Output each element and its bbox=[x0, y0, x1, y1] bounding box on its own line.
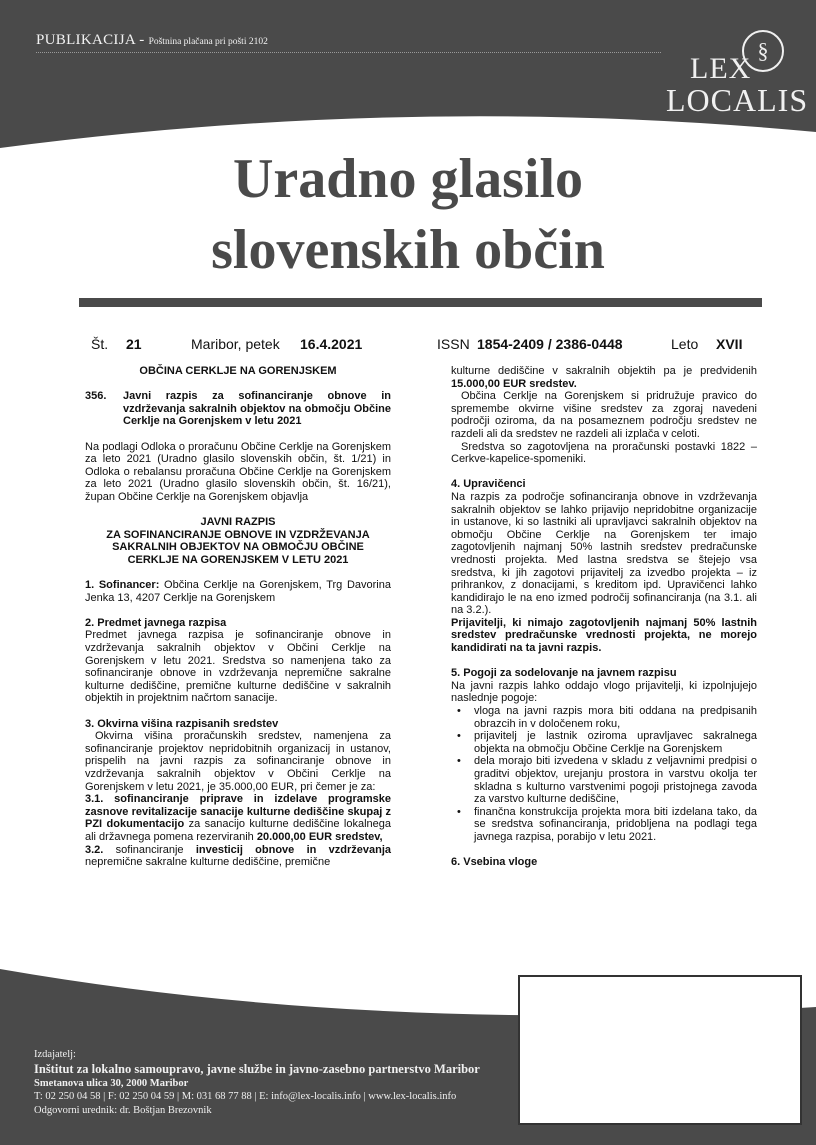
publication-label bbox=[36, 32, 268, 49]
call-heading-line3: SAKRALNIH OBJEKTOV NA OBMOČJU OBČINE bbox=[112, 541, 364, 554]
document-title-text: Javni razpis za sofinanciranje obnove in vzdrževanja sakralnih objektov na območju Občine Cerklje na Gorenjskem v letu 2021 bbox=[123, 390, 391, 428]
header-dotted-divider bbox=[36, 52, 661, 53]
section-3-2-text: sofinanciranje bbox=[103, 843, 196, 856]
section-5-intro: Na javni razpis lahko oddajo vlogo prijavitelji, ki izpolnjujejo naslednje pogoje: bbox=[451, 679, 757, 705]
section-3-continued-amount: 15.000,00 EUR sredstev. bbox=[451, 377, 577, 390]
logo-text-localis: LOCALIS bbox=[666, 82, 809, 118]
lex-localis-logo bbox=[660, 30, 809, 120]
footer-info bbox=[34, 1048, 480, 1117]
conditions-list bbox=[451, 705, 757, 844]
page-title-line2: slovenskih občin bbox=[211, 219, 605, 281]
right-column bbox=[451, 365, 757, 869]
section-3-1-bold: 3.1. sofinanciranje priprave in izdelave programske zasnove revitalizacije sanacije kulturne dediščine skupaj z PZI dokumentacijo bbox=[85, 793, 391, 831]
year-label: Leto bbox=[671, 336, 699, 352]
paragraph-sign-icon: § bbox=[742, 30, 784, 72]
section-2-text: Predmet javnega razpisa je sofinanciranje obnove in vzdrževanja sakralnih objektov v Občini Cerklje na Gorenjskem v letu 2021. Sredstva so namenjena tako za sofinanciranje obnove in vzdrževanja nepremične sakralne kulturne dediščine, premične kulturne dediščine v sakralnih objektih in projektnim načrtom sanacije. bbox=[85, 629, 391, 705]
section-3-continued bbox=[451, 365, 757, 390]
issn-number: 1854-2409 / 2386-0448 bbox=[477, 336, 623, 352]
section-4-text: Na razpis za področje sofinanciranja obnove in vzdrževanja sakralnih objektov se lahko prijavijo nepridobitne organizacije in ustanove, ki so lastniki ali upravljavci sakralnih objektov na območju Občine Cerklje na Gorenjskem ter imajo zagotovljenih najmanj 50% lastnih sredstev predračunske vrednosti projekta. Med lastna sredstva se štejejo vsa sredstva, ki jih zagotovi prijavitelj za izvedbo projekta – iz prihrankov, z donacijami, s kreditom ipd. Upravičenci lahko kandidirajo le na eno izmed področij sofinanciranja (na 3.1. ali na 3.2.). bbox=[451, 490, 757, 617]
section-6-title: 6. Vsebina vloge bbox=[451, 856, 538, 869]
list-item: • prijavitelj je lastnik oziroma upravljavec sakralnega objekta na območju Občine Cerklje na Gorenjskem bbox=[451, 730, 757, 755]
publisher-label: Izdajatelj: bbox=[34, 1049, 76, 1060]
section-4-bold-note: Prijavitelji, ki nimajo zagotovljenih najmanj 50% lastnih sredstev predračunske vrednosti projekta, ne morejo kandidirati na ta javni razpis. bbox=[451, 616, 757, 655]
call-heading-line4: CERKLJE NA GORENJSKEM V LETU 2021 bbox=[127, 553, 349, 566]
stamp-box bbox=[518, 975, 802, 1125]
issue-number-label: Št. bbox=[91, 336, 109, 352]
section-3-title: 3. Okvirna višina razpisanih sredstev bbox=[85, 717, 279, 730]
issue-number: 21 bbox=[126, 336, 142, 352]
section-3-1-text: za sanacijo kulturne dediščine lokalnega ali državnega pomena rezerviranih bbox=[85, 818, 391, 843]
section-3-continued-text: kulturne dediščine v sakralnih objektih pa je predvidenih bbox=[451, 365, 757, 377]
list-item: • finančna konstrukcija projekta mora biti izdelana tako, da se sredstva sofinanciranja, pridobljena na podlagi tega javnega razpisa, porabijo v letu 2021. bbox=[451, 806, 757, 844]
publisher-name: Inštitut za lokalno samoupravo, javne službe in javno-zasebno partnerstvo Maribor bbox=[34, 1061, 480, 1076]
postage-note: Poštnina plačana pri pošti 2102 bbox=[148, 37, 268, 47]
page-title-line1: Uradno glasilo bbox=[232, 148, 584, 210]
section-3-2-bold: investicij obnove in vzdrževanja bbox=[195, 843, 391, 856]
intro-paragraph: Na podlagi Odloka o proračunu Občine Cerklje na Gorenjskem za leto 2021 (Uradno glasilo slovenskih občin, št. 1/21) in Odloka o rebalansu proračuna Občine Cerklje na Gorenjskem za leto 2021 (Uradno glasilo slovenskih občin, št. 16/21), župan Občine Cerklje na Gorenjskem objavlja bbox=[85, 440, 391, 503]
publisher-address: Smetanova ulica 30, 2000 Maribor bbox=[34, 1077, 189, 1089]
section-1-text: Občina Cerklje na Gorenjskem, Trg Davorina Jenka 13, 4207 Cerklje na Gorenjskem bbox=[85, 579, 391, 604]
list-item: • vloga na javni razpis mora biti oddana na predpisanih obrazcih in v določenem roku, bbox=[451, 705, 757, 730]
section-3-2-label: 3.2. bbox=[85, 843, 104, 856]
document-number: 356. bbox=[85, 390, 107, 403]
section-4-title: 4. Upravičenci bbox=[451, 478, 526, 491]
responsible-editor: Odgovorni urednik: dr. Boštjan Brezovnik bbox=[34, 1104, 212, 1116]
budget-paragraph-1: Občina Cerklje na Gorenjskem si pridružuje pravico do spremembe okvirne višine sredstev za zgoraj navedeni področji oziroma, da na posameznem področju sredstev ne razdeli ali da sredstev ne razdeli ali izplača v celoti. bbox=[451, 390, 757, 440]
title-rule bbox=[79, 298, 762, 307]
publisher-contacts: T: 02 250 04 58 | F: 02 250 04 59 | M: 031 68 77 88 | E: info@lex-localis.info | www.lex-localis.info bbox=[34, 1091, 457, 1102]
left-column bbox=[85, 365, 391, 869]
year-number: XVII bbox=[716, 336, 743, 352]
section-1 bbox=[85, 579, 391, 604]
section-1-label: 1. Sofinancer: bbox=[85, 579, 160, 592]
publication-name: PUBLIKACIJA bbox=[36, 32, 136, 48]
section-3-1 bbox=[85, 793, 391, 843]
budget-paragraph-2: Sredstva so zagotovljena na proračunski postavki 1822 – Cerkve-kapelice-spomeniki. bbox=[451, 440, 757, 466]
document-title bbox=[85, 390, 391, 428]
list-item: • dela morajo biti izvedena v skladu z veljavnimi predpisi o graditvi objektov, urejanju prostora in varstvu okolja ter skladna s kulturno varstvenimi pogoji pristojnega zavoda za varstvo kulturne dediščine, bbox=[451, 755, 757, 805]
publication-separator: - bbox=[139, 32, 145, 48]
section-5-title: 5. Pogoji za sodelovanje na javnem razpisu bbox=[451, 667, 677, 680]
issue-place-day: Maribor, petek bbox=[191, 336, 280, 352]
issue-date: 16.4.2021 bbox=[300, 336, 363, 352]
section-3-1-amount: 20.000,00 EUR sredstev, bbox=[256, 830, 383, 843]
section-3-2-tail: nepremične sakralne kulturne dediščine, premične bbox=[85, 856, 331, 869]
section-3-2 bbox=[85, 844, 391, 869]
municipality-heading: OBČINA CERKLJE NA GORENJSKEM bbox=[139, 365, 337, 377]
issn-label: ISSN bbox=[437, 336, 470, 352]
call-heading-line2: ZA SOFINANCIRANJE OBNOVE IN VZDRŽEVANJA bbox=[106, 528, 370, 541]
logo-text-lex: LEX bbox=[690, 52, 752, 85]
section-3-text: Okvirna višina proračunskih sredstev, namenjena za sofinanciranje projektov nepridobitnih organizacij in ustanov, prispelih na javni razpis za sofinanciranje obnove in vzdrževanja sakralnih objektov v Občini Cerklje na Gorenjskem v letu 2021, je 35.000,00 EUR, pri čemer je za: bbox=[85, 730, 391, 793]
call-heading-line1: JAVNI RAZPIS bbox=[200, 516, 276, 529]
section-2-title: 2. Predmet javnega razpisa bbox=[85, 616, 227, 629]
